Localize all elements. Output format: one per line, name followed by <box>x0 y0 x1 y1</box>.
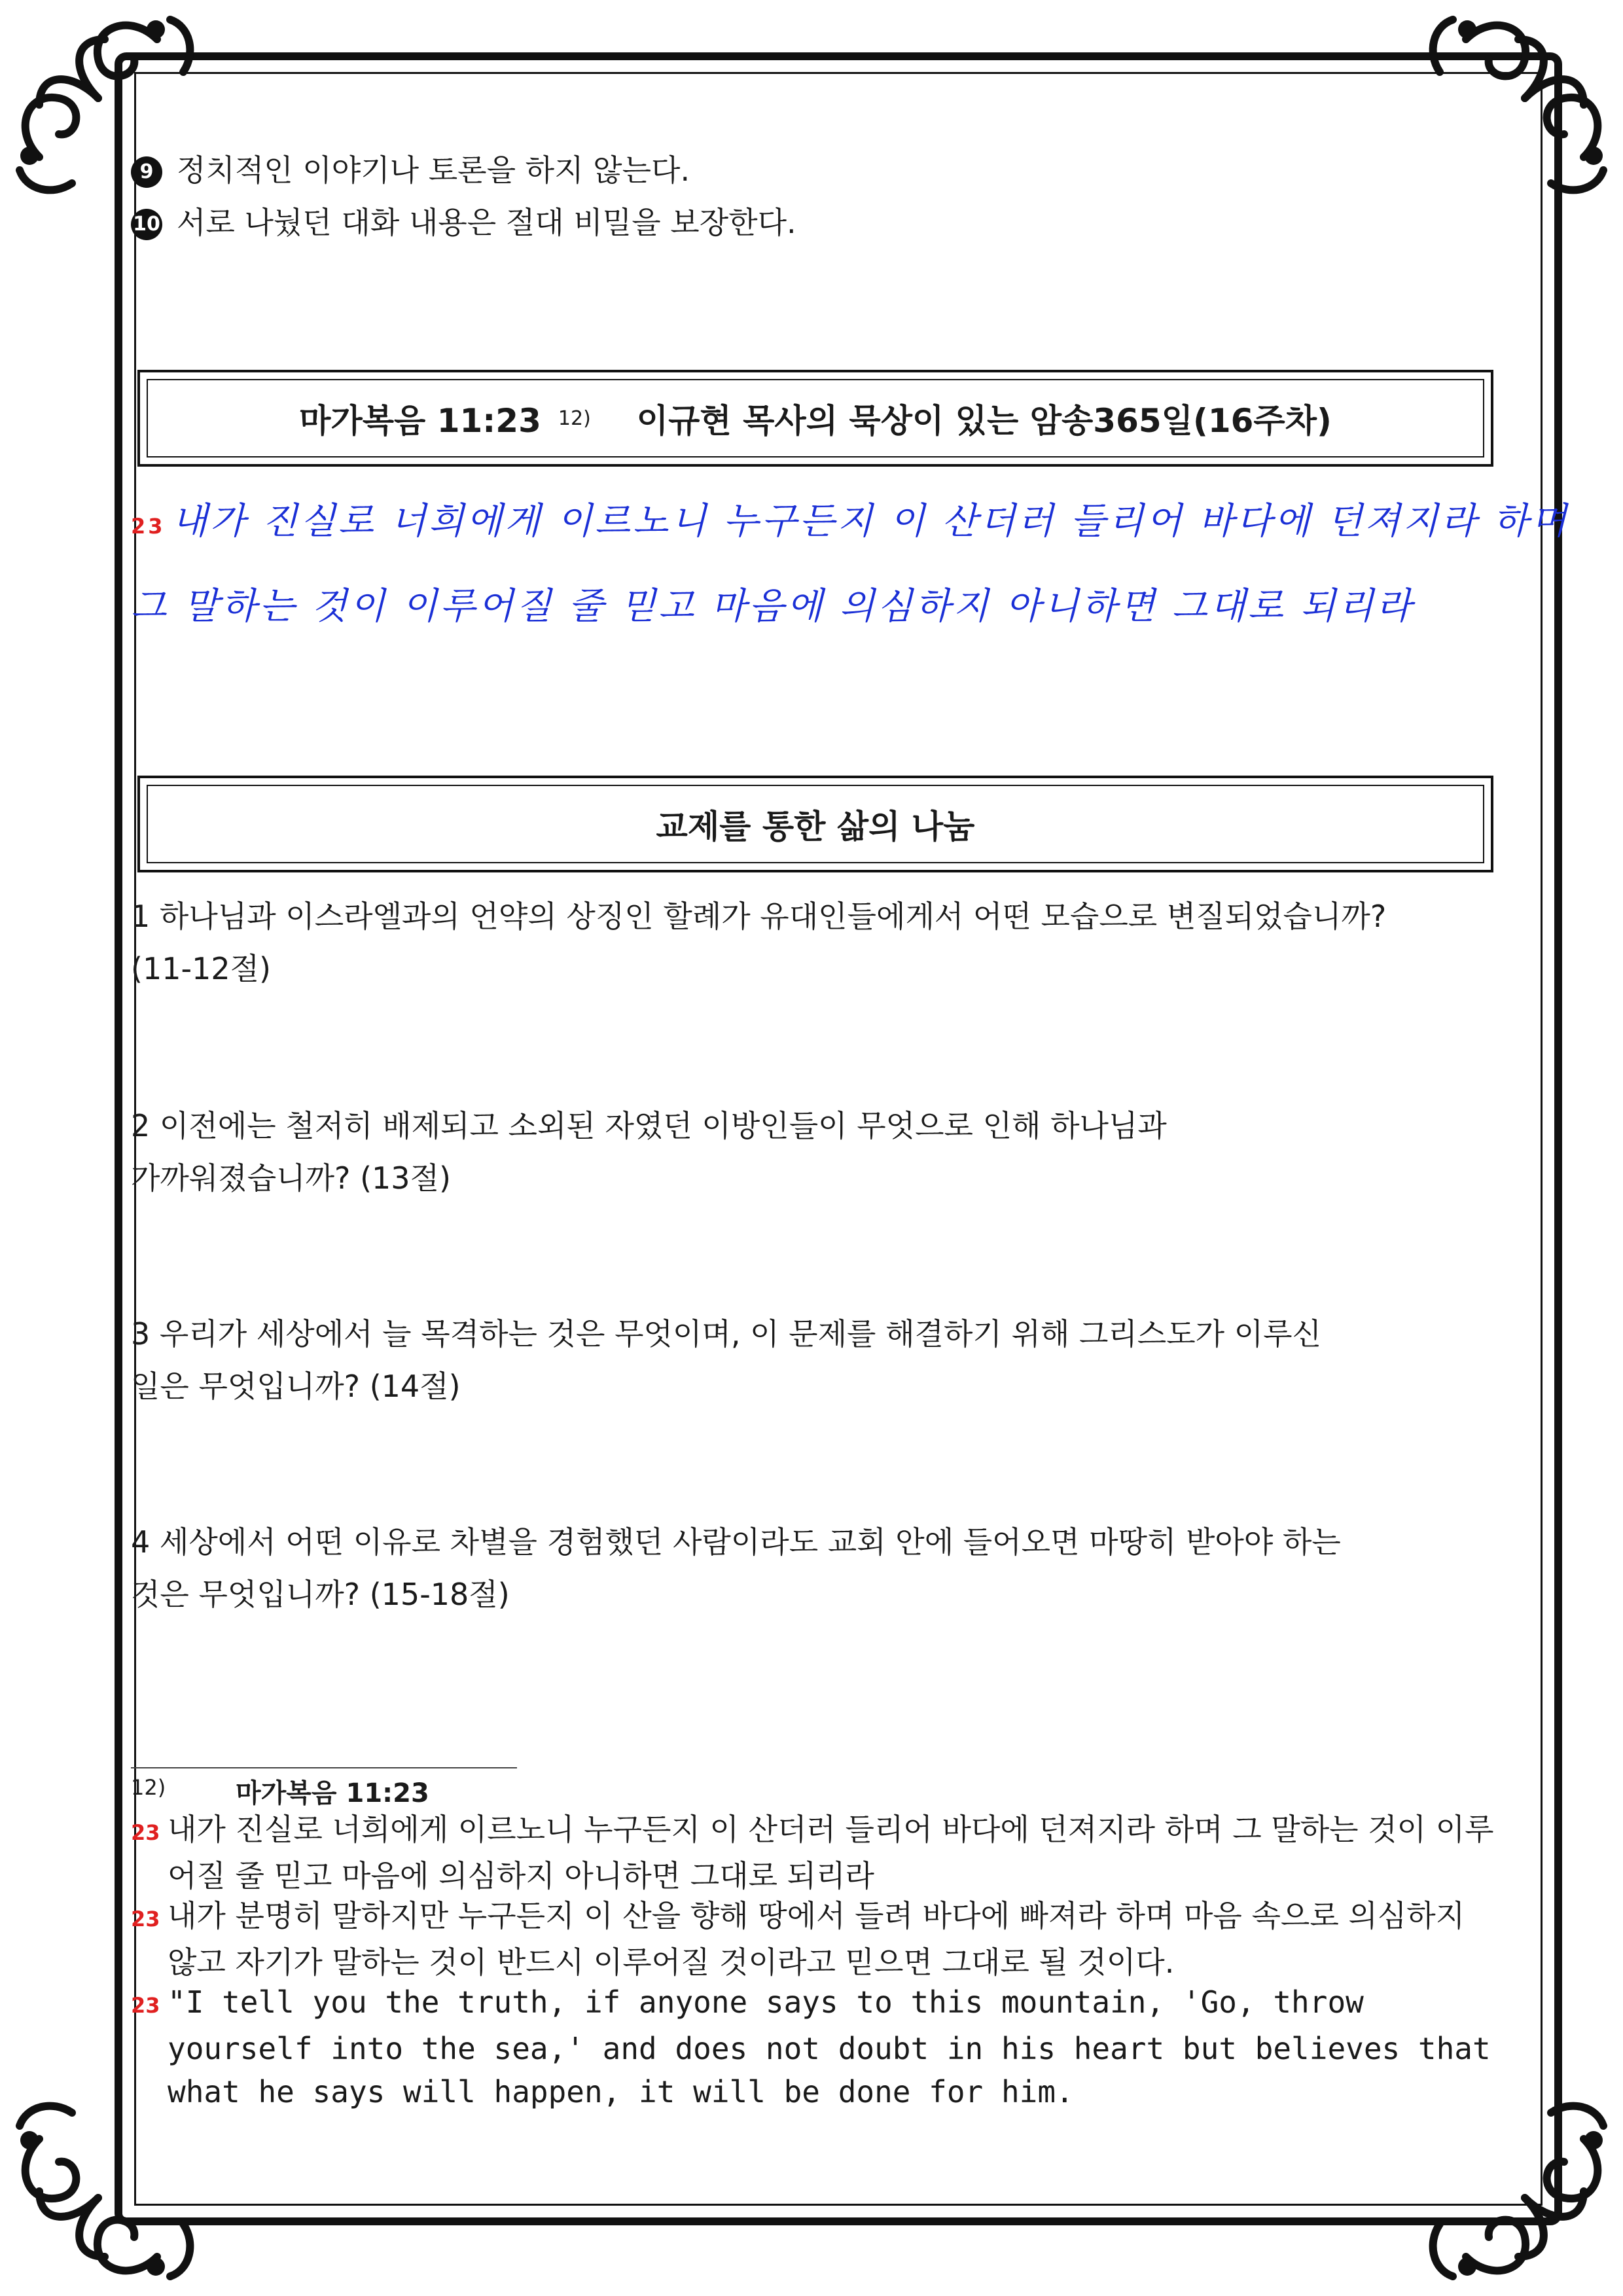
question-item <box>131 890 1492 995</box>
footnote-verse-text: 내가 분명히 말하지만 누구든지 이 산을 향해 땅에서 들려 바다에 빠져라 하며 마음 속으로 의심하지 않고 자기가 말하는 것이 반드시 이루어질 것이라고 믿으면 그대로 될 것이다. <box>168 1898 1465 1980</box>
memory-verse-subtitle: 이규현 목사의 묵상이 있는 암송365일(16주차) <box>636 402 1332 440</box>
corner-ornament-icon <box>1400 0 1623 223</box>
verse-number: 23 <box>131 514 166 539</box>
rule-item <box>131 196 796 249</box>
footnote-verse <box>131 1894 1499 1984</box>
question-text: 일은 무엇입니까? (14절) <box>131 1369 461 1404</box>
sharing-header <box>137 776 1493 872</box>
rule-item <box>131 144 690 196</box>
question-text: 것은 무엇입니까? (15-18절) <box>131 1577 510 1612</box>
question-item <box>131 1516 1492 1621</box>
rule-text: 정치적인 이야기나 토론을 하지 않는다. <box>177 152 690 188</box>
rule-number-badge: 10 <box>131 209 162 240</box>
footnote-verse <box>131 1808 1499 1897</box>
question-text: 3 우리가 세상에서 늘 목격하는 것은 무엇이며, 이 문제를 해결하기 위해 그리스도가 이루신 <box>131 1316 1322 1352</box>
memory-verse-text: 그 말하는 것이 이루어질 줄 믿고 마음에 의심하지 아니하면 그대로 되리라 <box>131 585 1414 628</box>
rule-text: 서로 나눴던 대화 내용은 절대 비밀을 보장한다. <box>177 205 796 240</box>
question-item <box>131 1100 1492 1204</box>
verse-number: 23 <box>131 1820 160 1845</box>
memory-verse-text: 내가 진실로 너희에게 이르노니 누구든지 이 산더러 들리어 바다에 던져지라 하며 <box>171 500 1569 543</box>
footnote-verse <box>131 1981 1499 2113</box>
footnote-title: 마가복음 11:23 <box>236 1778 429 1808</box>
footnote-label: 12) <box>131 1775 166 1800</box>
verse-number: 23 <box>131 1993 160 2018</box>
footnote-verse-text: 내가 진실로 너희에게 이르노니 누구든지 이 산더러 들리어 바다에 던져지라 하며 그 말하는 것이 이루어질 줄 믿고 마음에 의심하지 아니하면 그대로 되리라 <box>168 1812 1494 1893</box>
rule-number-badge: 9 <box>131 156 162 188</box>
memory-verse-header <box>137 370 1493 467</box>
memory-verse-line <box>131 581 1414 633</box>
question-text: 2 이전에는 철저히 배제되고 소외된 자였던 이방인들이 무엇으로 인해 하나님과 <box>131 1108 1167 1143</box>
sharing-title: 교제를 통한 삶의 나눔 <box>656 808 975 846</box>
question-text: 가까워졌습니까? (13절) <box>131 1160 451 1196</box>
footnote-verse-text: "I tell you the truth, if anyone says to this mountain, 'Go, throw yourself into the sea,' and does not doubt in his heart but believes that what he says will happen, it will be done for him. <box>168 1984 1491 2109</box>
question-text: 1 하나님과 이스라엘과의 언약의 상징인 할례가 유대인들에게서 어떤 모습으로 변질되었습니까? <box>131 899 1387 934</box>
footnote-divider <box>131 1767 517 1768</box>
question-text: 4 세상에서 어떤 이유로 차별을 경험했던 사람이라도 교회 안에 들어오면 마땅히 받아야 하는 <box>131 1524 1341 1560</box>
footnote-reference[interactable]: 12) <box>558 406 591 430</box>
memory-verse-ref: 마가복음 11:23 <box>299 402 541 440</box>
memory-verse-line <box>131 495 1569 552</box>
question-item <box>131 1308 1492 1412</box>
question-text: (11-12절) <box>131 951 271 986</box>
verse-number: 23 <box>131 1907 160 1931</box>
